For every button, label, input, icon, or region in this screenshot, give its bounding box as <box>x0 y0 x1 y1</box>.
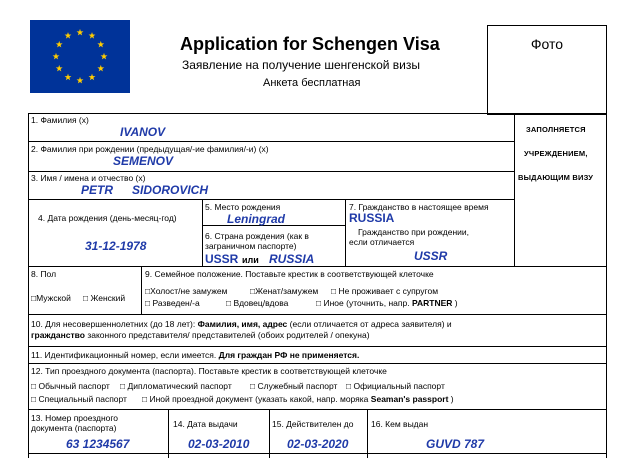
doc-type-diplomatic-checkbox[interactable]: □ Дипломатический паспорт <box>120 381 232 391</box>
row-divider <box>28 314 607 315</box>
sex-label: 8. Пол <box>31 269 57 279</box>
birth-country-label: 6. Страна рождения (как в <box>205 231 309 241</box>
marital-divorced-checkbox[interactable]: □ Разведен/-а <box>145 298 200 308</box>
col-divider <box>269 409 270 458</box>
minors-label-prefix: 10. Для несовершеннолетних (до 18 лет): <box>31 319 196 329</box>
birth-surname-field[interactable]: SEMENOV <box>113 154 174 168</box>
marital-other-checkbox[interactable] <box>316 298 458 308</box>
doc-number-field[interactable]: 63 1234567 <box>66 437 130 451</box>
doc-type-service-checkbox[interactable]: □ Служебный паспорт <box>250 381 338 391</box>
doc-type-ordinary-checkbox[interactable]: □ Обычный паспорт <box>31 381 110 391</box>
citizenship-birth-note-2: если отличается <box>349 237 415 247</box>
eu-flag-stars <box>30 20 130 93</box>
birth-country-field-a[interactable]: USSR <box>205 252 239 266</box>
eu-flag <box>30 20 130 93</box>
row-divider <box>28 346 607 347</box>
doc-type-other-example: Seaman's passport <box>370 394 449 404</box>
row-divider <box>28 141 514 142</box>
row-divider <box>28 266 607 267</box>
surname-label: 1. Фамилия (х) <box>31 115 89 125</box>
photo-label: Фото <box>530 36 564 52</box>
marital-single-checkbox[interactable]: □Холост/не замужем <box>145 286 228 296</box>
row-divider <box>28 453 607 454</box>
issue-date-label: 14. Дата выдачи <box>173 419 238 429</box>
col-divider <box>367 409 368 458</box>
col-divider <box>168 409 169 458</box>
minors-label-bold: Фамилия, имя, адрес <box>197 319 288 329</box>
marital-widowed-checkbox[interactable]: □ Вдовец/вдова <box>226 298 289 308</box>
surname-field[interactable]: IVANOV <box>120 125 166 139</box>
side-panel-line: УЧРЕЖДЕНИЕМ, <box>524 149 588 158</box>
col-divider <box>345 199 346 266</box>
marital-other-text: □ Иное (уточнить, напр. <box>316 298 410 308</box>
given-names-label: 3. Имя / имена и отчество (х) <box>31 173 146 183</box>
doc-type-other-checkbox[interactable] <box>142 394 454 404</box>
citizenship-field[interactable]: RUSSIA <box>349 211 395 225</box>
valid-until-label: 15. Действителен до <box>272 419 354 429</box>
minors-label-2-rest: законного представителя/ представителей (обоих родителей / опекуна) <box>87 330 370 340</box>
row-divider <box>28 409 607 410</box>
birth-surname-label: 2. Фамилия при рождении (предыдущая/-ие фамилия/-и) (х) <box>31 144 269 154</box>
doc-type-official-checkbox[interactable]: □ Официальный паспорт <box>346 381 445 391</box>
sex-female-checkbox[interactable]: □ Женский <box>83 293 126 303</box>
birth-place-label: 5. Место рождения <box>205 202 281 212</box>
marital-separated-checkbox[interactable]: □ Не проживает с супругом <box>331 286 439 296</box>
doc-number-label: 13. Номер проездного <box>31 413 119 423</box>
application-form <box>28 113 607 458</box>
minors-label-suffix: (если отличается от адреса заявителя) и <box>289 319 452 329</box>
citizenship-birth-field[interactable]: USSR <box>414 249 448 263</box>
marital-label: 9. Семейное положение. Поставьте крестик в соответствующей клеточке <box>145 269 434 279</box>
birth-country-label-2: заграничном паспорте) <box>205 241 297 251</box>
issue-date-field[interactable]: 02-03-2010 <box>188 437 250 451</box>
birth-date-field[interactable]: 31-12-1978 <box>85 239 147 253</box>
doc-type-other-text: □ Иной проездной документ (указать какой, напр. моряка <box>142 394 369 404</box>
form-border-top <box>28 113 607 114</box>
minors-label <box>31 319 452 329</box>
row-divider <box>28 363 607 364</box>
minors-label-2-bold: гражданство <box>31 330 85 340</box>
citizenship-label: 7. Гражданство в настоящее время <box>349 202 489 212</box>
doc-type-special-checkbox[interactable]: □ Специальный паспорт <box>31 394 127 404</box>
form-free-note: Анкета бесплатная <box>263 77 361 89</box>
form-title: Application for Schengen Visa <box>180 34 440 54</box>
photo-box[interactable] <box>487 25 607 115</box>
side-panel-line: ЗАПОЛНЯЕТСЯ <box>526 125 586 134</box>
col-divider <box>141 266 142 314</box>
marital-other-example: PARTNER <box>411 298 453 308</box>
doc-type-label: 12. Тип проездного документа (паспорта). Поставьте крестик в соответствующей клеточке <box>31 366 387 376</box>
col-divider <box>202 199 203 266</box>
side-panel-line: ВЫДАЮЩИМ ВИЗУ <box>518 173 594 182</box>
form-border-left <box>28 113 29 458</box>
minors-label-2 <box>31 330 370 340</box>
given-names-first-field[interactable]: PETR <box>81 183 114 197</box>
valid-until-field[interactable]: 02-03-2020 <box>287 437 349 451</box>
issued-by-label: 16. Кем выдан <box>371 419 429 429</box>
id-number-note: Для граждан РФ не применяется. <box>218 350 360 360</box>
side-panel-divider <box>514 113 515 266</box>
birth-date-label: 4. Дата рождения (день-месяц-год) <box>38 213 177 223</box>
citizenship-birth-note: Гражданство при рождении, <box>358 227 470 237</box>
doc-number-label-2: документа (паспорта) <box>31 423 117 433</box>
sex-male-checkbox[interactable]: □Мужской <box>31 293 71 303</box>
birth-country-field-b[interactable]: RUSSIA <box>269 252 315 266</box>
birth-country-connector: или <box>242 255 259 265</box>
issued-by-field[interactable]: GUVD 787 <box>426 437 485 451</box>
form-subtitle: Заявление на получение шенгенской визы <box>182 58 420 72</box>
marital-married-checkbox[interactable]: □Женат/замужем <box>250 286 319 296</box>
row-divider <box>28 171 514 172</box>
form-border-right <box>606 113 607 458</box>
id-number-label <box>31 350 359 360</box>
doc-type-other-suffix: ) <box>450 394 454 404</box>
birth-place-field[interactable]: Leningrad <box>227 212 286 226</box>
marital-other-suffix: ) <box>454 298 458 308</box>
id-number-text: 11. Идентификационный номер, если имеется. <box>31 350 217 360</box>
given-names-second-field[interactable]: SIDOROVICH <box>132 183 209 197</box>
row-divider <box>28 199 514 200</box>
